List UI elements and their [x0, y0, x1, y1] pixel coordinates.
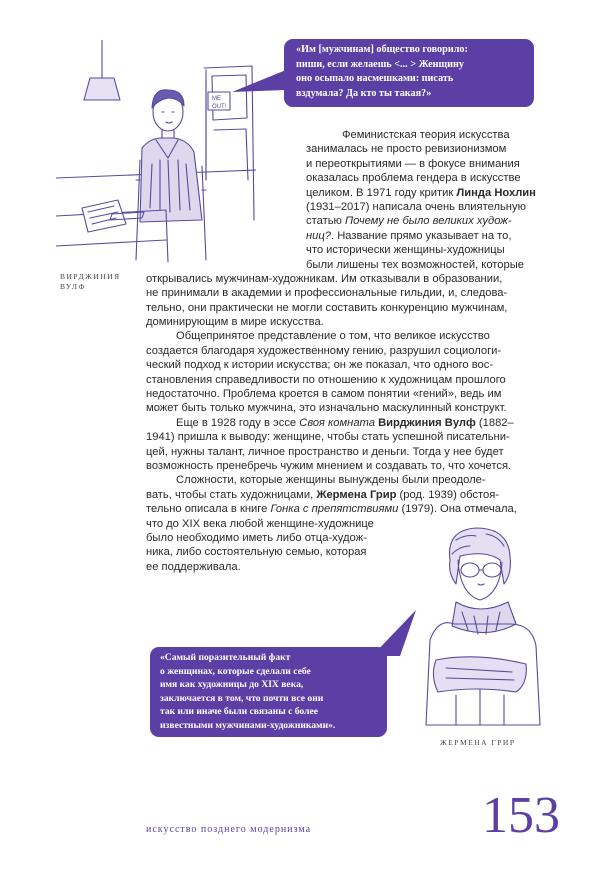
quote-line: заключается в том, что почти все они: [160, 692, 324, 704]
quote-line: так или иначе были связаны с более: [160, 706, 318, 718]
text-line: (1931–2017) написала очень влиятельную: [306, 200, 526, 213]
text-line: занималась не просто ревизионизмом: [306, 143, 507, 156]
caption-woolf: ВИРДЖИНИЯ ВУЛФ: [60, 272, 121, 291]
text-line: тельно, они практически не могли составить конкуренцию мужчинам,: [146, 301, 508, 314]
quote-line: «Им [мужчинам] общество говорило:: [296, 44, 468, 55]
name-greer: Жермена Грир: [316, 488, 397, 501]
name-woolf: Вирджиния Вулф: [378, 416, 476, 429]
text-line: становления справедливости по отношению к художницам прошлого: [146, 373, 506, 386]
text-line: Общепринятое представление о том, что великое искусство: [176, 330, 490, 343]
text-line: недостаточно. Проблема кроется в самом понятии «гений», ведь им: [146, 388, 502, 401]
text-line: статью Почему не было великих худож-: [306, 215, 512, 228]
quote-line: пиши, если желаешь <... > Женщину: [296, 58, 464, 70]
text-line: 1941) пришла к выводу: женщине, чтобы стать успешной писательни-: [146, 431, 510, 444]
bubble-tail: [232, 66, 288, 106]
text-line: Еще в 1928 году в эссе Своя комната Вирджиния Вулф (1882–: [176, 416, 514, 429]
text-line: оказалась проблема гендера в искусстве: [306, 172, 521, 185]
text-line: было необходимо иметь либо отца-худож-: [146, 531, 367, 544]
quote-line: о женщинах, которые сделали себе: [160, 665, 311, 677]
quote-bubble-woolf: [284, 39, 534, 107]
text-line: доминирующим в мире искусства.: [146, 316, 324, 329]
quote-line: известными мужчинами-художниками».: [160, 719, 336, 731]
footer-book-title: искусство позднего модернизма: [146, 824, 312, 835]
text-line: цей, нужны талант, личное пространство и деньги. Тогда у нее будет: [146, 445, 504, 458]
sign-line-2: OUT!: [212, 104, 227, 110]
text-line: создается благодаря художественному гению, разрушил социологи-: [146, 344, 502, 357]
article-body: [146, 128, 566, 574]
text-line: ее поддерживала.: [146, 560, 241, 573]
text-line: Феминистская теория искусства: [342, 129, 510, 141]
quote-line: оно осыпало насмешками: писать: [296, 73, 454, 84]
text-line: вать, чтобы стать художницами, Жермена Грир (род. 1939) обстоя-: [146, 488, 500, 501]
text-line: были лишены тех возможностей, которые: [306, 258, 525, 271]
name-nochlin: Линда Нохлин: [456, 186, 536, 199]
page-number: 153: [482, 787, 560, 844]
text-line: может быть только мужчина, это изначально маскулинный конструкт.: [146, 402, 507, 415]
text-line: тельно описала в книге Гонка с препятствиями (1979). Она отмечала,: [146, 503, 517, 516]
text-line: ческий подход к истории искусства; он же показал, что одного вос-: [146, 359, 494, 372]
quote-bubble-greer: [150, 647, 387, 737]
germaine-greer-illustration: [416, 520, 546, 730]
text-line: Сложности, которые женщины вынуждены были преодоле-: [176, 474, 486, 487]
text-line: целиком. В 1971 году критик Линда Нохлин: [306, 186, 536, 199]
text-line: возможность пренебречь чужим мнением и создавать то, что хочется.: [146, 459, 512, 472]
text-line: не принимали в академии и профессиональные гильдии, и, следова-: [146, 287, 508, 300]
text-line: что до XIX века любой женщине-художнице: [146, 517, 374, 530]
quote-line: имя как художницы до XIX века,: [160, 679, 304, 691]
bubble-tail: [370, 608, 420, 658]
quote-line: «Самый поразительный факт: [160, 652, 291, 663]
quote-line: вздумала? Да кто ты такая?»: [296, 87, 432, 99]
sign-line-1: ME: [212, 96, 221, 102]
text-line: ника, либо состоятельную семью, которая: [146, 546, 367, 559]
text-line: что исторически женщины-художницы: [306, 244, 505, 257]
text-line: и переоткрытиями — в фокусе внимания: [306, 157, 520, 170]
text-line: ниц?. Название прямо указывает на то,: [306, 229, 512, 242]
caption-greer: ЖЕРМЕНА ГРИР: [440, 738, 516, 747]
text-line: открывались мужчинам-художникам. Им отказывали в образовании,: [146, 272, 503, 285]
